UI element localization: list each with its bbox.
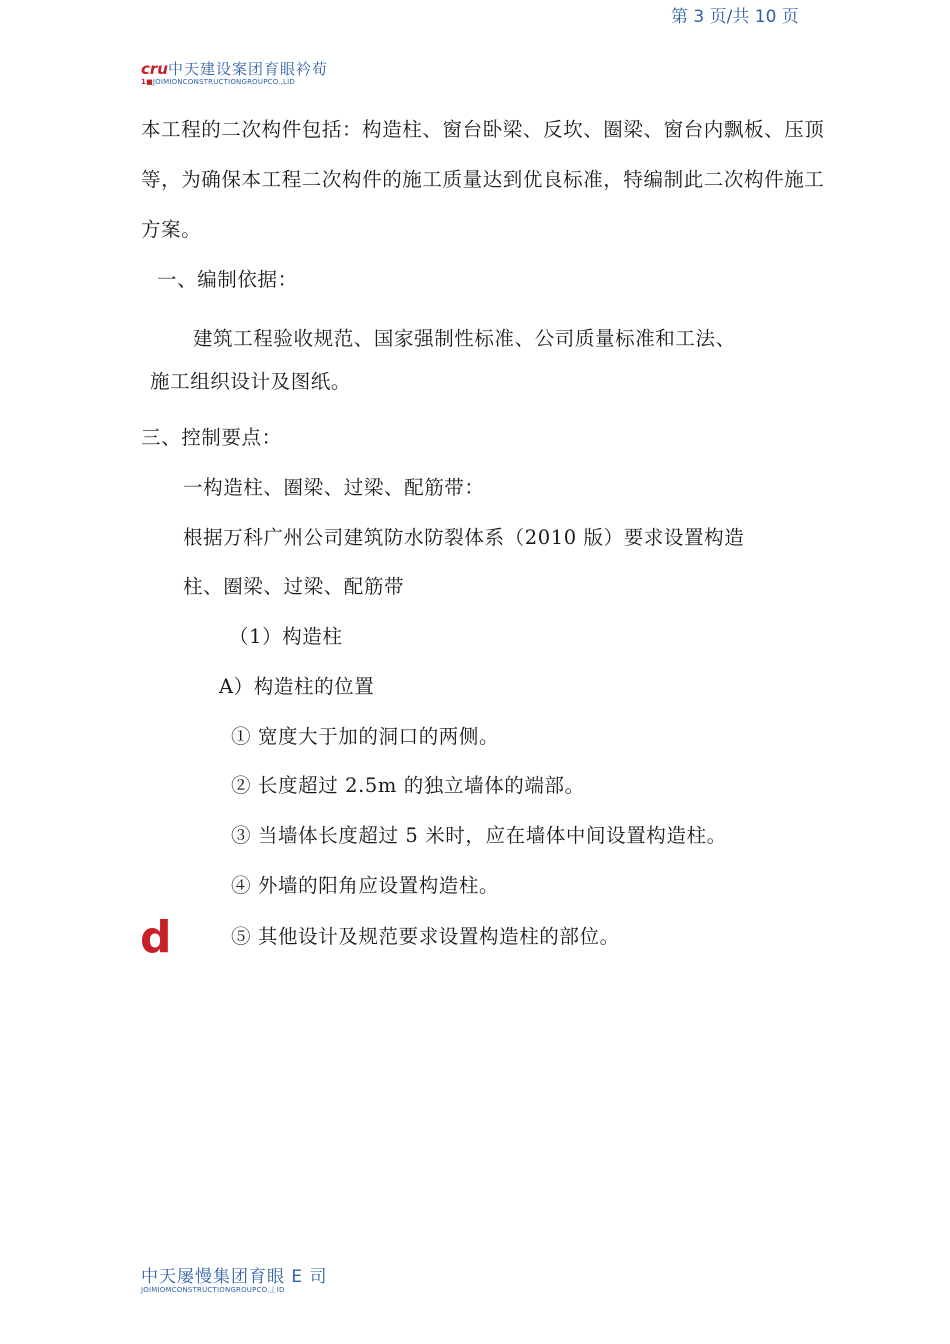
- list-item: ② 长度超过 2.5m 的独立墙体的端部。: [231, 774, 585, 797]
- requirement-line-2: 柱、圈梁、过梁、配筋带: [183, 575, 405, 598]
- logo-en-text: JOIMIONCONSTRUCTIONGROUPCO.,LID: [152, 78, 295, 86]
- basis-text-line-1: 建筑工程验收规范、国家强制性标准、公司质量标准和工法、: [193, 327, 736, 350]
- sub-heading-structural-members: 一构造柱、圈梁、过梁、配筋带：: [183, 476, 485, 499]
- intro-line-2: 等，为确保本工程二次构件的施工质量达到优良标准，特编制此二次构件施工: [141, 168, 825, 191]
- list-item: ④ 外墙的阳角应设置构造柱。: [231, 874, 500, 897]
- intro-line-1: 本工程的二次构件包括：构造柱、窗台卧梁、反坎、圈梁、窗台内飘板、压顶: [141, 118, 825, 141]
- section-heading-basis: 一、编制依据：: [157, 268, 298, 291]
- page-indicator: 第 3 页/共 10 页: [671, 7, 799, 27]
- basis-text-line-2: 施工组织设计及图纸。: [150, 370, 352, 393]
- company-logo-header: [141, 58, 328, 79]
- company-logo-footer: 中天屡慢集团育眼 E 司: [141, 1267, 328, 1287]
- item-heading-column-position: A）构造柱的位置: [219, 675, 375, 698]
- margin-letter-mark: d: [140, 912, 172, 963]
- logo-company-name: 中天建设案团育眼衿荀: [167, 60, 328, 78]
- intro-line-3: 方案。: [141, 218, 202, 241]
- requirement-line-1: 根据万科广州公司建筑防水防裂体系（2010 版）要求设置构造: [183, 526, 745, 549]
- logo-company-name-en: [141, 78, 295, 86]
- section-heading-control-points: 三、控制要点：: [141, 426, 282, 449]
- logo-mark: cru: [141, 60, 168, 78]
- list-item: ③ 当墙体长度超过 5 米时，应在墙体中间设置构造柱。: [231, 824, 727, 847]
- item-heading-constructional-column: （1）构造柱: [229, 625, 343, 648]
- list-item: ⑤ 其他设计及规范要求设置构造柱的部位。: [231, 925, 620, 948]
- list-item: ① 宽度大于加的洞口的两侧。: [231, 725, 500, 748]
- footer-company-name-en: JOIMIOMCONSTRUCTIONGROUPCO.丄ID: [141, 1286, 285, 1294]
- logo-en-prefix: 1■: [141, 78, 153, 86]
